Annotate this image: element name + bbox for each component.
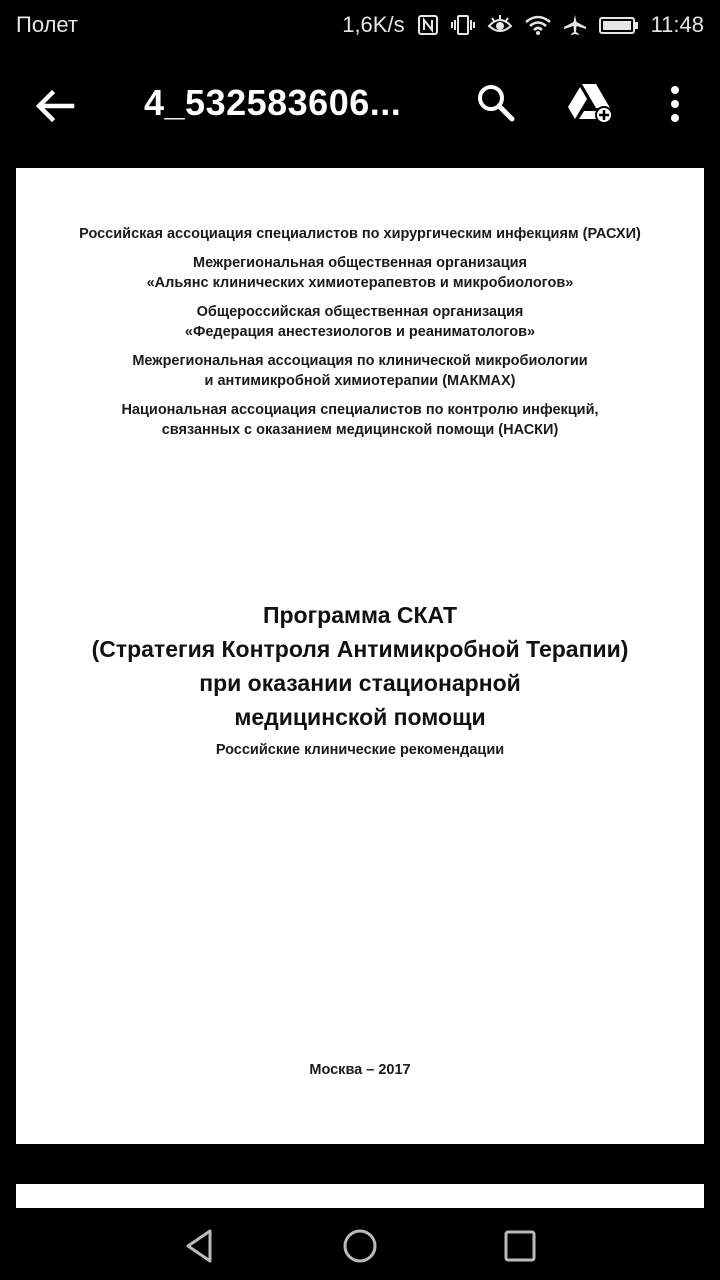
title-line: Программа СКАТ [262, 602, 458, 628]
document-place-year: Москва – 2017 [309, 1062, 411, 1078]
organizations-list [16, 224, 704, 449]
organization-line: связанных с оказанием медицинской помощи (НАСКИ) [161, 422, 559, 438]
more-options-button[interactable] [664, 84, 686, 124]
battery-icon [599, 14, 639, 36]
organization-line: Межрегиональная ассоциация по клинической микробиологии [132, 353, 588, 369]
search-icon [476, 83, 516, 123]
square-recents-icon [500, 1226, 540, 1266]
nav-back-button[interactable] [180, 1226, 220, 1266]
title-line: при оказании стационарной [199, 670, 521, 696]
carrier-label: Полет [16, 12, 78, 37]
airplane-icon [563, 14, 587, 36]
network-speed: 1,6K/s [342, 12, 405, 37]
search-button[interactable] [476, 83, 516, 123]
organization [16, 400, 704, 440]
back-button[interactable] [32, 83, 78, 129]
nav-home-button[interactable] [340, 1226, 380, 1266]
more-vert-icon [664, 84, 686, 124]
organization-line: и антимикробной химиотерапии (МАКМАХ) [204, 373, 516, 389]
vibrate-icon [451, 14, 475, 36]
drive-add-icon [568, 81, 616, 127]
nav-recents-button[interactable] [500, 1226, 540, 1266]
navigation-bar [0, 1208, 720, 1280]
organization-line: Межрегиональная общественная организация [192, 255, 528, 271]
document-page[interactable] [16, 168, 704, 1144]
organization-line: Национальная ассоциация специалистов по контролю инфекций, [121, 402, 599, 418]
document-title: 4_532583606... [144, 82, 402, 123]
organization [16, 302, 704, 342]
title-line: медицинской помощи [234, 704, 486, 730]
organization-line: Общероссийская общественная организация [196, 304, 524, 320]
circle-home-icon [340, 1226, 380, 1266]
organization [16, 351, 704, 391]
clock: 11:48 [650, 12, 704, 37]
add-to-drive-button[interactable] [568, 81, 616, 127]
status-bar [0, 0, 720, 50]
organization-line: Российская ассоциация специалистов по хирургическим инфекциям (РАСХИ) [79, 226, 641, 242]
app-bar [0, 50, 720, 160]
organization-line: «Альянс клинических химиотерапевтов и микробиологов» [146, 275, 574, 291]
status-icons [342, 12, 704, 38]
organization [16, 224, 704, 244]
title-line: (Стратегия Контроля Антимикробной Терапии) [91, 636, 629, 662]
organization-line: «Федерация анестезиологов и реаниматологов» [184, 324, 536, 340]
organization [16, 253, 704, 293]
document-subtitle: Российские клинические рекомендации [215, 742, 505, 758]
arrow-back-icon [32, 83, 78, 129]
wifi-icon [525, 14, 551, 36]
nfc-icon [417, 14, 439, 36]
eye-comfort-icon [487, 14, 513, 36]
document-main-title [16, 598, 704, 734]
triangle-back-icon [180, 1226, 220, 1266]
